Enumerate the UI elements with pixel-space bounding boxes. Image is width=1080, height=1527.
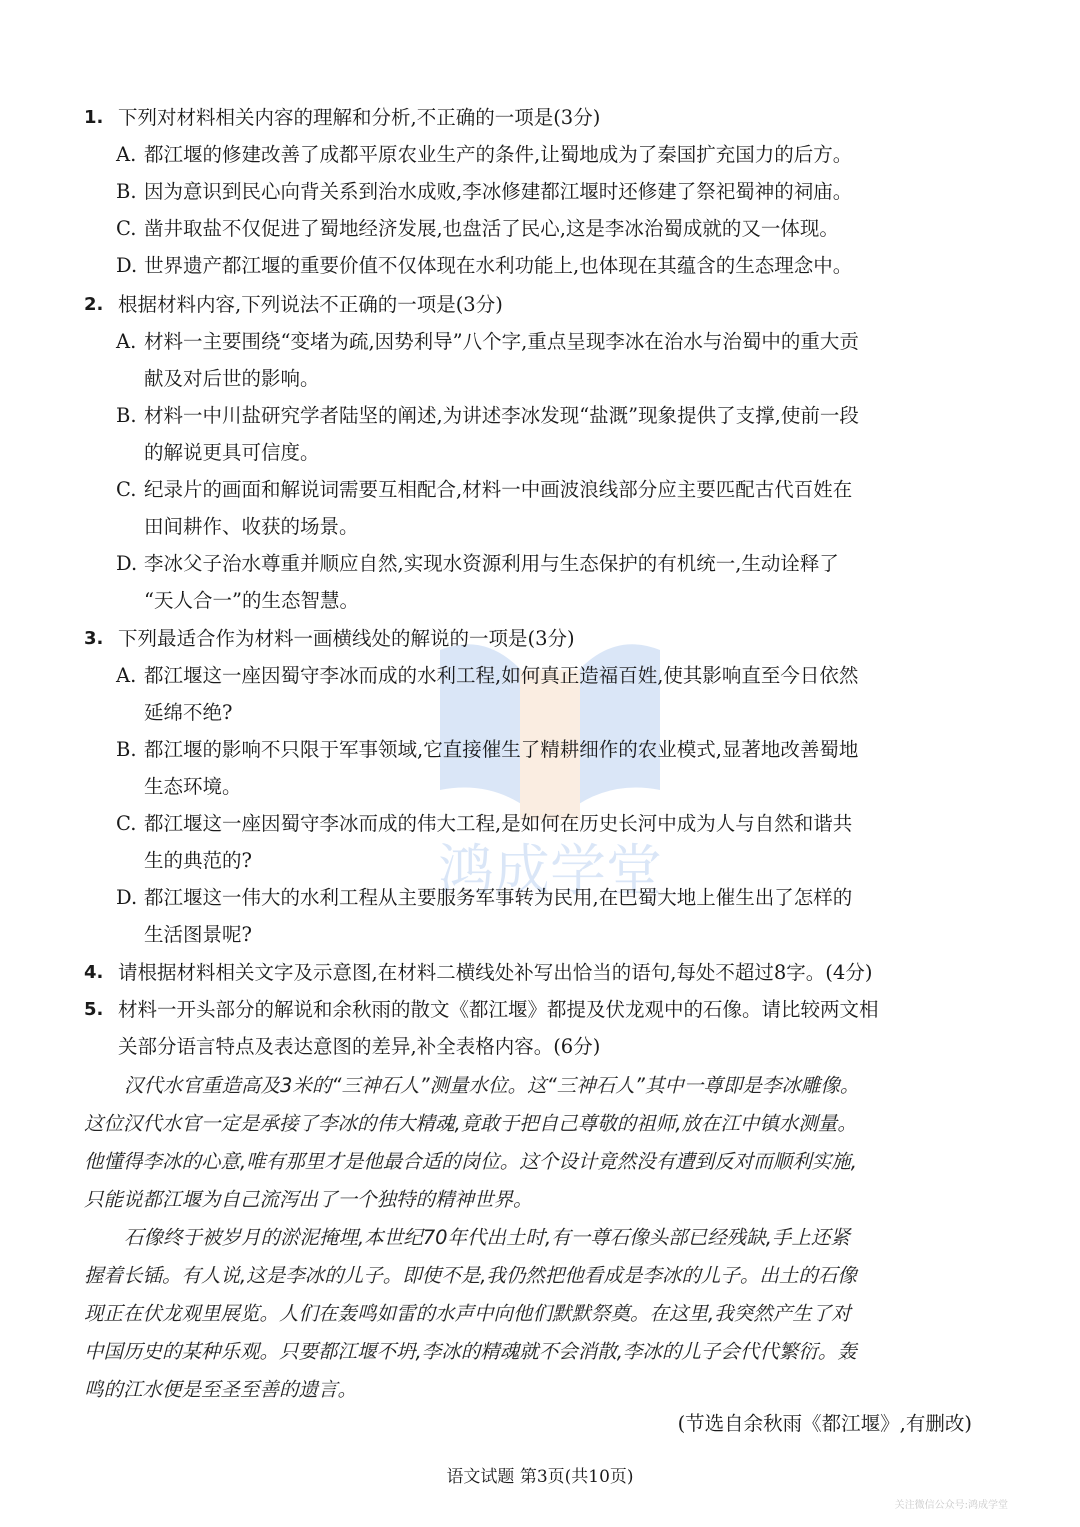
page-footer: 语文试题 第3页(共10页) — [446, 1467, 634, 1487]
passage-source: (节选自余秋雨《都江堰》,有删改) — [677, 1412, 972, 1435]
question-2 — [84, 286, 984, 619]
question-3 — [84, 620, 984, 953]
question-stem: 材料一开头部分的解说和余秋雨的散文《都江堰》都提及伏龙观中的石像。请比较两文相 — [118, 998, 879, 1021]
option-text: 都江堰的修建改善了成都平原农业生产的条件,让蜀地成为了秦国扩充国力的后方。 — [144, 143, 853, 166]
logo-text: 鸿成学堂 — [438, 839, 662, 904]
passage-line: 只能说都江堰为自己流泻出了一个独特的精神世界。 — [84, 1188, 533, 1211]
option-label: A. — [116, 664, 137, 687]
question-4 — [84, 954, 984, 991]
option-text-continued: 生的典范的? — [144, 849, 252, 872]
question-number: 1. — [84, 107, 104, 128]
option-text: 都江堰这一座因蜀守李冰而成的水利工程,如何真正造福百姓,使其影响直至今日依然 — [144, 664, 859, 687]
option-label: A. — [116, 330, 137, 353]
option-label: D. — [116, 552, 138, 575]
option-label: D. — [116, 886, 138, 909]
option-text: 都江堰这一座因蜀守李冰而成的伟大工程,是如何在历史长河中成为人与自然和谐共 — [144, 812, 853, 835]
question-number: 2. — [84, 294, 104, 315]
option-text: 李冰父子治水尊重并顺应自然,实现水资源利用与生态保护的有机统一,生动诠释了 — [144, 552, 839, 575]
option-label: C. — [116, 812, 137, 835]
option-text-continued: 田间耕作、收获的场景。 — [144, 515, 359, 538]
passage-line: 汉代水官重造高及3米的“三神石人”测量水位。这“三神石人”其中一尊即是李冰雕像。 — [124, 1074, 860, 1097]
question-stem: 下列对材料相关内容的理解和分析,不正确的一项是(3分) — [118, 106, 601, 129]
question-stem: 下列最适合作为材料一画横线处的解说的一项是(3分) — [118, 627, 575, 650]
option-label: D. — [116, 254, 138, 277]
option-text-continued: “天人合一”的生态智慧。 — [144, 589, 359, 612]
passage-line: 中国历史的某种乐观。只要都江堰不坍,李冰的精魂就不会消散,李冰的儿子会代代繁衍。轰 — [84, 1340, 857, 1363]
question-5 — [84, 991, 984, 1065]
option-label: A. — [116, 143, 137, 166]
option-text: 都江堰的影响不只限于军事领域,它直接催生了精耕细作的农业模式,显著地改善蜀地 — [144, 738, 859, 761]
option-text: 因为意识到民心向背关系到治水成败,李冰修建都江堰时还修建了祭祀蜀神的祠庙。 — [144, 180, 853, 203]
option-text-continued: 献及对后世的影响。 — [144, 367, 320, 390]
option-text-continued: 生活图景呢? — [144, 923, 252, 946]
option-label: C. — [116, 217, 137, 240]
option-text-continued: 生态环境。 — [144, 775, 242, 798]
option-label: B. — [116, 738, 137, 761]
option-text: 都江堰这一伟大的水利工程从主要服务军事转为民用,在巴蜀大地上催生出了怎样的 — [144, 886, 853, 909]
passage-line: 现正在伏龙观里展览。人们在轰鸣如雷的水声中向他们默默祭奠。在这里,我突然产生了对 — [84, 1302, 851, 1325]
option-text: 凿井取盐不仅促进了蜀地经济发展,也盘活了民心,这是李冰治蜀成就的又一体现。 — [144, 217, 839, 240]
question-number: 5. — [84, 999, 104, 1020]
wechat-watermark: 关注微信公众号:鸿成学堂 — [894, 1500, 1008, 1511]
passage-line: 石像终于被岁月的淤泥掩埋,本世纪70年代出土时,有一尊石像头部已经残缺,手上还紧 — [124, 1226, 850, 1249]
option-text: 世界遗产都江堰的重要价值不仅体现在水利功能上,也体现在其蕴含的生态理念中。 — [144, 254, 853, 277]
option-label: C. — [116, 478, 137, 501]
question-stem-continued: 关部分语言特点及表达意图的差异,补全表格内容。(6分) — [118, 1035, 601, 1058]
question-stem: 请根据材料相关文字及示意图,在材料二横线处补写出恰当的语句,每处不超过8字。(4分) — [118, 961, 873, 984]
question-1 — [84, 99, 984, 284]
option-label: B. — [116, 404, 137, 427]
reading-passage — [84, 1067, 984, 1409]
option-label: B. — [116, 180, 137, 203]
option-text-continued: 延绵不绝? — [144, 701, 233, 724]
passage-line: 握着长锸。有人说,这是李冰的儿子。即使不是,我仍然把他看成是李冰的儿子。出土的石像 — [84, 1264, 857, 1287]
passage-line: 鸣的江水便是至圣至善的遗言。 — [84, 1378, 358, 1401]
question-number: 4. — [84, 962, 104, 983]
passage-line: 这位汉代水官一定是承接了李冰的伟大精魂,竟敢于把自己尊敬的祖师,放在江中镇水测量。 — [84, 1112, 857, 1135]
option-text: 材料一主要围绕“变堵为疏,因势利导”八个字,重点呈现李冰在治水与治蜀中的重大贡 — [144, 330, 859, 353]
option-text-continued: 的解说更具可信度。 — [144, 441, 320, 464]
question-number: 3. — [84, 628, 104, 649]
question-stem: 根据材料内容,下列说法不正确的一项是(3分) — [118, 293, 503, 316]
option-text: 材料一中川盐研究学者陆坚的阐述,为讲述李冰发现“盐溉”现象提供了支撑,使前一段 — [144, 404, 859, 427]
option-text: 纪录片的画面和解说词需要互相配合,材料一中画波浪线部分应主要匹配古代百姓在 — [144, 478, 853, 501]
passage-line: 他懂得李冰的心意,唯有那里才是他最合适的岗位。这个设计竟然没有遭到反对而顺利实施, — [84, 1150, 857, 1173]
